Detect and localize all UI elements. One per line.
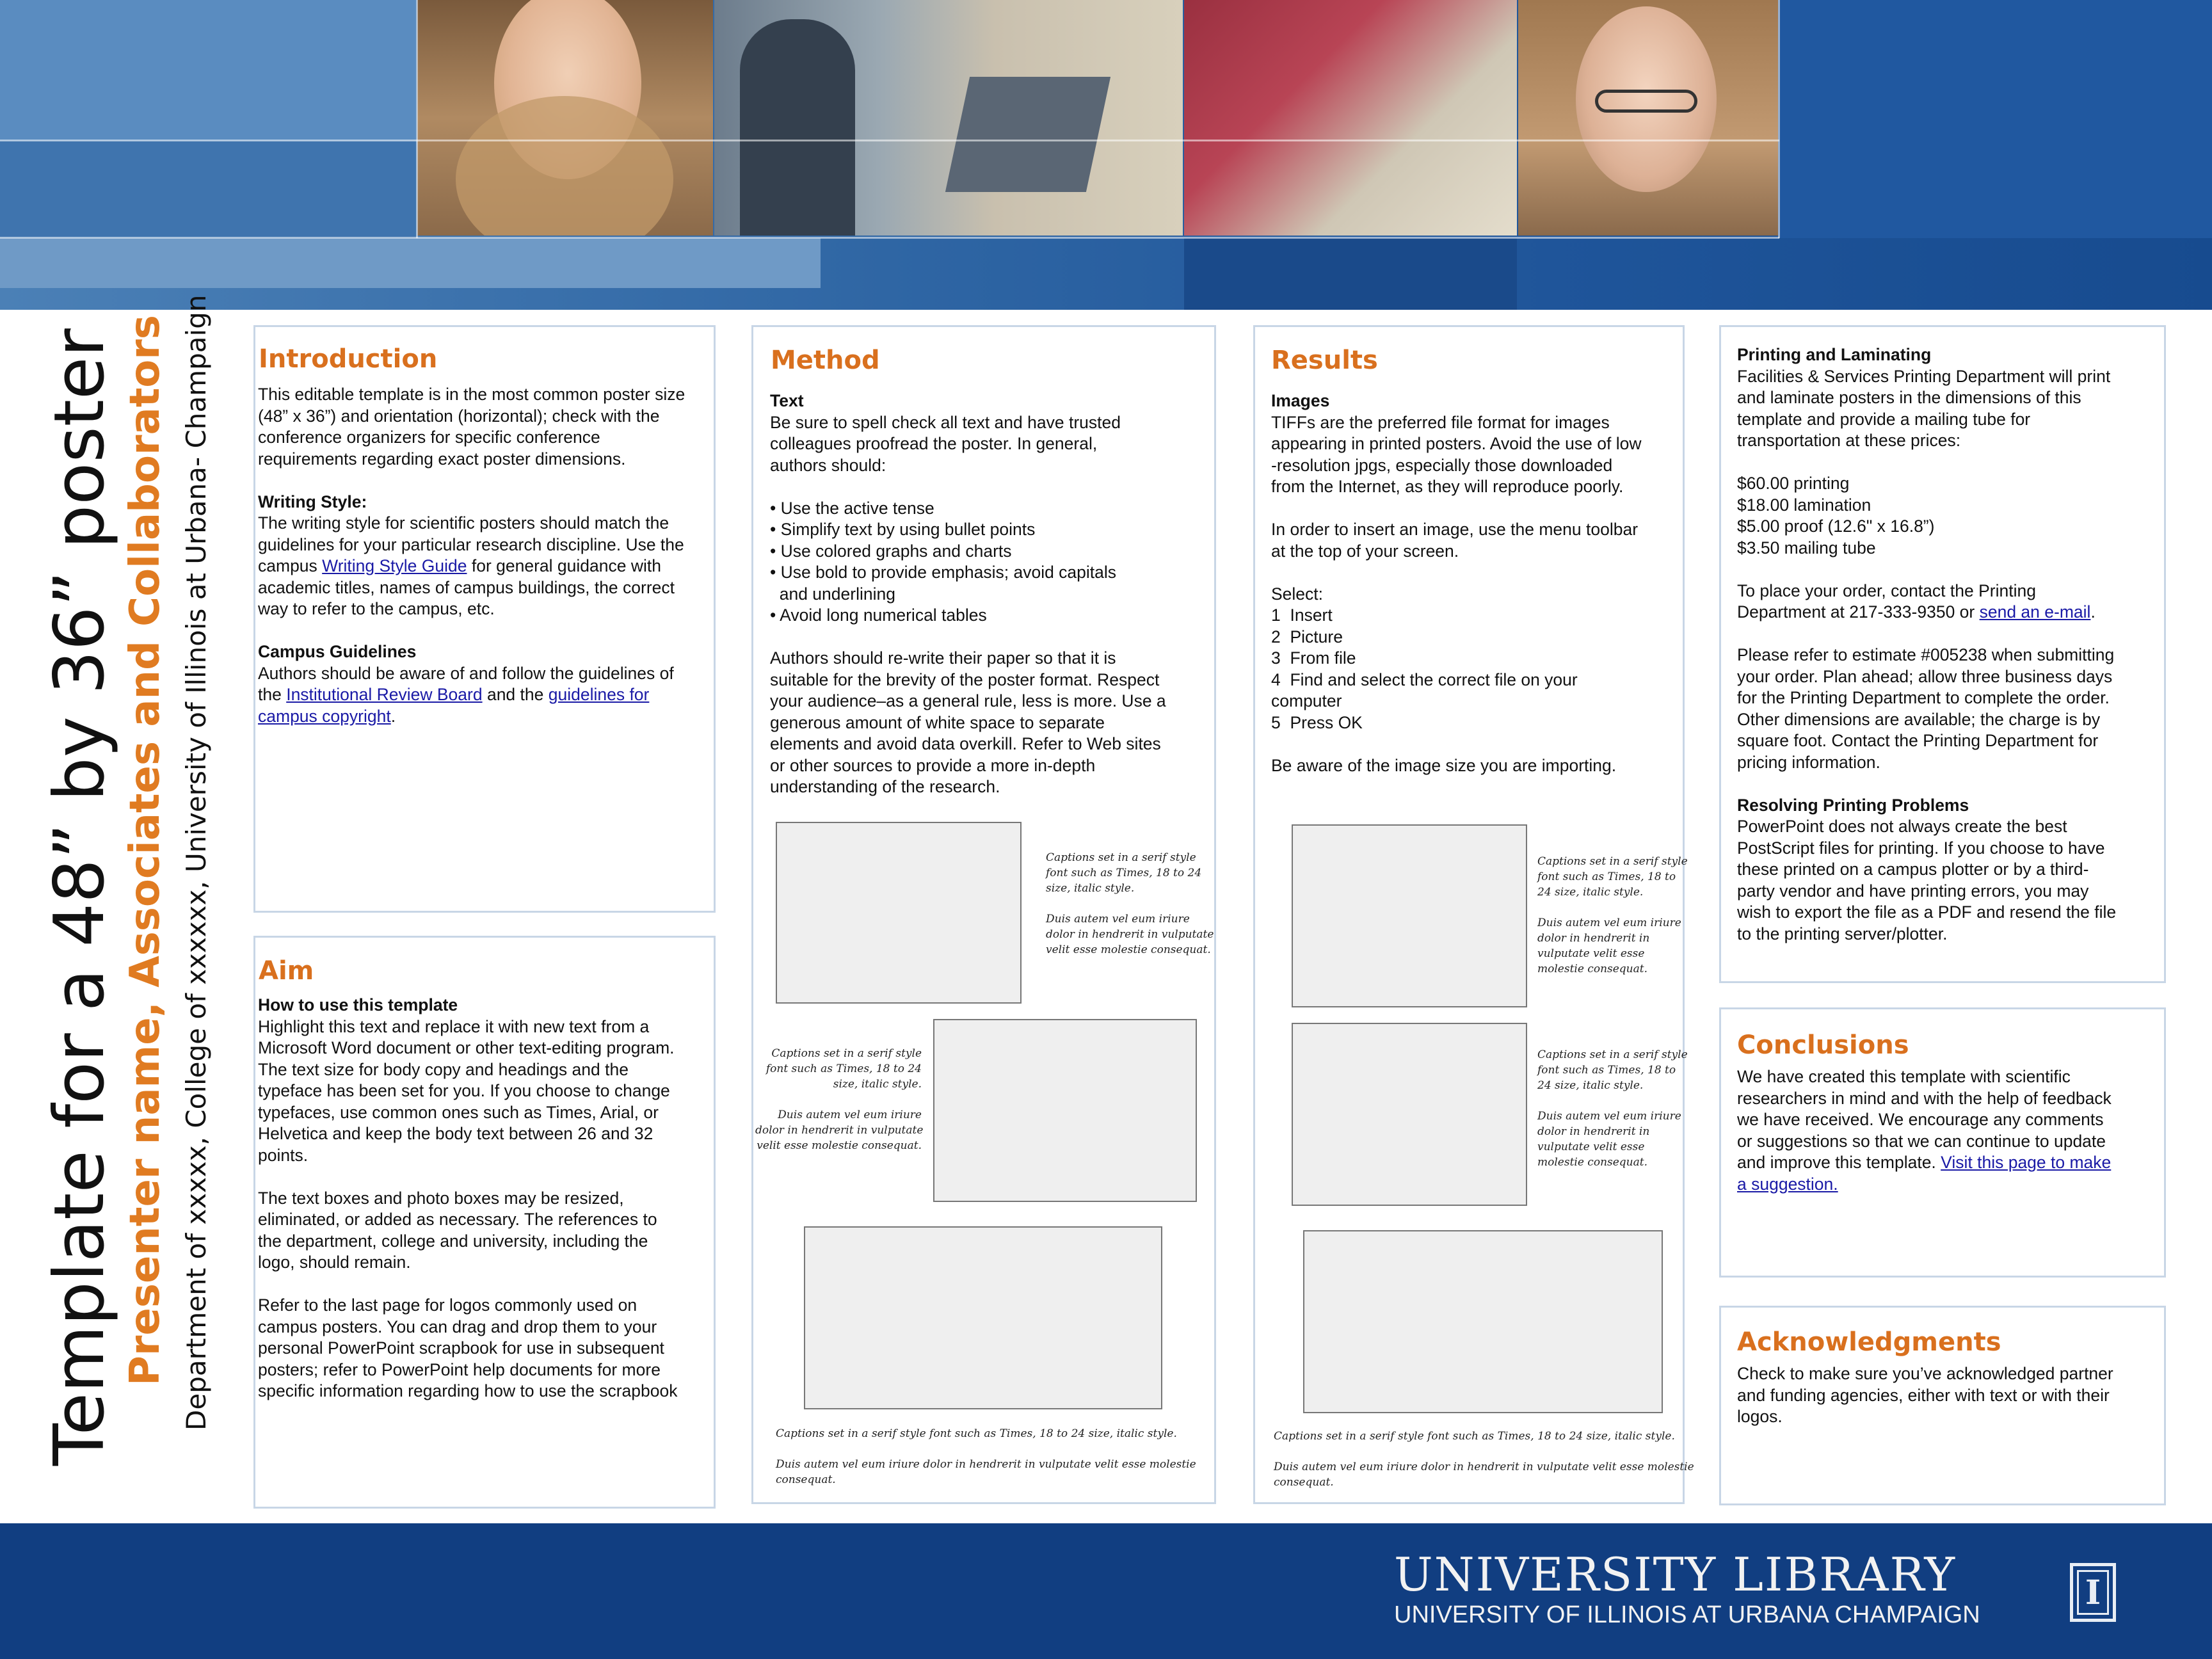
step-line: computer — [1271, 691, 1342, 710]
bullet-item: • Use colored graphs and charts — [770, 541, 1012, 561]
text-line: or other sources to provide a more in-depth — [770, 755, 1096, 775]
printing-problems-heading: Resolving Printing Problems — [1737, 795, 1969, 815]
text-line: party vendor and have printing errors, you may — [1737, 881, 2089, 901]
text-line: Be aware of the image size you are importing. — [1271, 755, 1617, 775]
text-line: way to refer to the campus, etc. — [258, 599, 495, 618]
students-photo — [714, 0, 1183, 236]
text-line: Authors should be aware of and follow the guidelines of — [258, 663, 674, 683]
logo-letter: I — [2077, 1570, 2109, 1615]
text-fragment: and improve this template. — [1737, 1153, 1941, 1172]
caption-line: molestie consequat. — [1537, 963, 1648, 975]
bullet-item: • Simplify text by using bullet points — [770, 520, 1036, 539]
text-line: Facilities & Services Printing Department will print — [1737, 366, 2111, 386]
text-line: Microsoft Word document or other text-editing program. — [258, 1038, 675, 1057]
caption-line: vulputate velit esse — [1537, 1141, 1645, 1153]
caption-text — [1046, 850, 1214, 958]
footer-subtitle: UNIVERSITY OF ILLINOIS AT URBANA CHAMPAIGN — [1394, 1601, 1980, 1628]
aim-title: Aim — [259, 956, 314, 986]
text-line: guidelines for your particular research discipline. Use the — [258, 534, 684, 554]
text-line: your audience–as a general rule, less is more. Use a — [770, 691, 1166, 710]
text-line: to the printing server/plotter. — [1737, 924, 1948, 943]
text-line: personal PowerPoint scrapbook for use in subsequent — [258, 1338, 664, 1358]
text-line: or suggestions so that we can continue to update — [1737, 1131, 2106, 1151]
text-line: logos. — [1737, 1407, 1783, 1426]
caption-line: size, italic style. — [1046, 882, 1135, 895]
text-line: Be sure to spell check all text and have trusted — [770, 412, 1121, 432]
photo-placeholder[interactable] — [1303, 1230, 1663, 1413]
bullet-item: • Use the active tense — [770, 498, 934, 518]
text-line: these printed on a campus plotter or by a third- — [1737, 860, 2089, 879]
text-line: wish to export the file as a PDF and resend the file — [1737, 902, 2117, 922]
introduction-body — [258, 384, 685, 727]
text-line: template and provide a mailing tube for — [1737, 409, 2031, 429]
caption-line: dolor in hendrerit in vulputate — [755, 1124, 924, 1137]
text-line: and laminate posters in the dimensions of this — [1737, 388, 2081, 407]
caption-line: consequat. — [776, 1473, 836, 1486]
caption-line: dolor in hendrerit in — [1537, 1125, 1650, 1138]
photo-placeholder[interactable] — [804, 1226, 1162, 1409]
keyboard-photo — [1184, 0, 1517, 236]
caption-line: molestie consequat. — [1537, 1156, 1648, 1169]
price-line: $18.00 lamination — [1737, 495, 1871, 515]
poster-title: Template for a 48” by 36” poster — [40, 328, 120, 1466]
text-line: colleagues proofread the poster. In general, — [770, 434, 1098, 453]
portrait-photo-left — [417, 0, 713, 236]
conclusions-title: Conclusions — [1737, 1030, 1909, 1060]
text-line: square foot. Contact the Printing Department for — [1737, 731, 2099, 750]
caption-line: font such as Times, 18 to 24 — [765, 1062, 922, 1075]
text-line: posters; refer to PowerPoint help documents for more — [258, 1359, 661, 1379]
text-line — [258, 556, 685, 577]
illinois-logo-icon — [2070, 1563, 2116, 1622]
caption-line: Captions set in a serif style — [1537, 1048, 1688, 1061]
text-fragment: the — [258, 685, 287, 704]
header-banner — [0, 0, 2212, 310]
header-line-v2 — [1778, 0, 1780, 238]
caption-line: font such as Times, 18 to 24 — [1046, 867, 1202, 879]
text-line: at the top of your screen. — [1271, 541, 1459, 561]
header-line-2 — [0, 237, 1779, 239]
text-line: campus posters. You can drag and drop them to your — [258, 1317, 657, 1336]
text-line: we have received. We encourage any comments — [1737, 1110, 2104, 1129]
caption-line: Captions set in a serif style font such as Times, 18 to 24 size, italic style. — [776, 1427, 1177, 1440]
text-fragment: for general guidance with — [467, 556, 661, 575]
acknowledgments-title: Acknowledgments — [1737, 1327, 2001, 1357]
text-line: -resolution jpgs, especially those downloaded — [1271, 455, 1613, 475]
caption-line: Captions set in a serif style — [1537, 855, 1688, 868]
text-line: appearing in printed posters. Avoid the use of low — [1271, 434, 1642, 453]
caption-line: Captions set in a serif style — [771, 1047, 922, 1060]
text-line — [1737, 1152, 2112, 1174]
introduction-title: Introduction — [259, 344, 438, 374]
text-line: and funding agencies, either with text or with their — [1737, 1385, 2110, 1405]
text-line: TIFFs are the preferred file format for images — [1271, 412, 1610, 432]
step-line: 3 From file — [1271, 648, 1356, 668]
caption-text — [1274, 1429, 1694, 1490]
printing-heading: Printing and Laminating — [1737, 345, 1932, 364]
text-line: The writing style for scientific posters should match the — [258, 513, 669, 533]
caption-line: Duis autem vel eum iriure dolor in hendrerit in vulputate velit esse molestie — [1274, 1461, 1694, 1473]
caption-line: Duis autem vel eum iriure — [1537, 1110, 1681, 1123]
header-line-1 — [0, 140, 1779, 141]
text-line: typeface has been set for you. If you choose to change — [258, 1081, 670, 1100]
bullet-item: and underlining — [770, 584, 895, 604]
text-line: elements and avoid data overkill. Refer to Web sites — [770, 734, 1161, 753]
text-line: from the Internet, as they will reproduce poorly. — [1271, 477, 1624, 496]
text-line: points. — [258, 1145, 309, 1165]
images-heading: Images — [1271, 391, 1330, 410]
step-line: Select: — [1271, 584, 1324, 604]
aim-body — [258, 995, 678, 1402]
presenter-names: Presenter name, Associates and Collaborators — [122, 315, 169, 1386]
suggestion-link-cont[interactable]: a suggestion. — [1737, 1174, 1838, 1194]
bullet-item: • Use bold to provide emphasis; avoid capitals — [770, 563, 1117, 582]
step-line: 1 Insert — [1271, 605, 1333, 625]
text-line: suitable for the brevity of the poster format. Respect — [770, 669, 1160, 689]
text-line: authors should: — [770, 455, 886, 475]
text-line: logo, should remain. — [258, 1253, 411, 1272]
writing-style-guide-link[interactable]: Writing Style Guide — [322, 556, 467, 575]
method-title: Method — [771, 346, 880, 375]
photo-placeholder[interactable] — [1292, 824, 1527, 1007]
text-fragment: . — [390, 706, 396, 726]
caption-line: 24 size, italic style. — [1537, 886, 1644, 899]
text-line: researchers in mind and with the help of feedback — [1737, 1088, 2112, 1108]
text-line: typefaces, use common ones such as Times, Arial, or — [258, 1102, 659, 1122]
price-line: $60.00 printing — [1737, 474, 1850, 493]
text-line: Check to make sure you’ve acknowledged partner — [1737, 1364, 2113, 1383]
text-fragment: Department at 217-333-9350 or — [1737, 602, 1980, 621]
text-line: PowerPoint does not always create the best — [1737, 817, 2067, 836]
text-line: To place your order, contact the Printing — [1737, 581, 2036, 600]
text-line: Helvetica and keep the body text between 26 and 32 — [258, 1124, 653, 1143]
caption-text — [1537, 854, 1688, 977]
photo-placeholder[interactable] — [933, 1019, 1197, 1202]
text-line: specific information regarding how to use the scrapbook — [258, 1381, 678, 1400]
method-body — [770, 390, 1166, 798]
text-line: generous amount of white space to separate — [770, 712, 1105, 732]
caption-line: vulputate velit esse — [1537, 947, 1645, 960]
text-line: conference organizers for specific conference — [258, 428, 600, 447]
writing-style-heading: Writing Style: — [258, 492, 367, 511]
step-line: 5 Press OK — [1271, 712, 1363, 732]
text-fragment: and the — [482, 685, 549, 704]
text-fragment: . — [2090, 602, 2096, 621]
photo-placeholder[interactable] — [1292, 1023, 1527, 1206]
how-to-heading: How to use this template — [258, 995, 458, 1014]
step-line: 4 Find and select the correct file on your — [1271, 669, 1578, 689]
text-line: academic titles, names of campus buildings, the correct — [258, 577, 675, 597]
caption-line: font such as Times, 18 to — [1537, 1064, 1676, 1077]
department-line: Department of xxxxx, College of xxxxxx, University of Illinois at Urbana- Champaign — [180, 294, 212, 1431]
step-line: 2 Picture — [1271, 627, 1343, 646]
caption-line: 24 size, italic style. — [1537, 1079, 1644, 1092]
caption-line: consequat. — [1274, 1476, 1334, 1489]
text-line: your order. Plan ahead; allow three business days — [1737, 666, 2113, 686]
header-tile-right — [1779, 0, 2212, 238]
screen-shape — [945, 77, 1110, 192]
text-line: (48” x 36”) and orientation (horizontal); check with the — [258, 406, 660, 426]
bullet-item: • Avoid long numerical tables — [770, 605, 987, 625]
text-line: Authors should re-write their paper so that it is — [770, 648, 1116, 668]
text-line — [1737, 1174, 2112, 1196]
text-line: eliminated, or added as necessary. The references to — [258, 1210, 657, 1229]
printing-body — [1737, 344, 2116, 945]
caption-line: velit esse molestie consequat. — [1046, 943, 1211, 956]
caption-line: size, italic style. — [833, 1078, 922, 1091]
caption-line: Duis autem vel eum iriure dolor in hendrerit in vulputate velit esse molestie — [776, 1458, 1196, 1471]
campus-copyright-link[interactable]: campus copyright — [258, 706, 391, 726]
text-line: We have created this template with scientific — [1737, 1067, 2071, 1086]
footer-title: UNIVERSITY LIBRARY — [1394, 1548, 1956, 1601]
caption-text — [776, 1426, 1196, 1487]
text-line: PostScript files for printing. If you choose to have — [1737, 838, 2105, 858]
text-line: Other dimensions are available; the charge is by — [1737, 709, 2101, 729]
header-tile-mid — [0, 141, 416, 237]
copyright-guidelines-link[interactable]: guidelines for — [548, 685, 650, 704]
results-body — [1271, 390, 1641, 776]
header-tile-pale — [0, 238, 821, 288]
text-line: Highlight this text and replace it with new text from a — [258, 1016, 650, 1036]
caption-line: dolor in hendrerit in vulputate — [1046, 928, 1214, 941]
text-line: Refer to the last page for logos commonly used on — [258, 1295, 637, 1315]
glasses-shape — [1595, 90, 1697, 113]
header-tile-dark — [1184, 238, 1517, 310]
text-line: The text boxes and photo boxes may be resized, — [258, 1188, 624, 1208]
conclusions-body — [1737, 1066, 2112, 1195]
caption-line: Captions set in a serif style font such as Times, 18 to 24 size, italic style. — [1274, 1430, 1675, 1443]
portrait-hair — [456, 96, 673, 236]
text-line: requirements regarding exact poster dimensions. — [258, 449, 626, 469]
caption-text — [755, 1046, 922, 1153]
acknowledgments-body — [1737, 1363, 2113, 1428]
portrait-photo-right — [1518, 0, 1778, 236]
text-line: In order to insert an image, use the menu toolbar — [1271, 520, 1639, 539]
text-line: pricing information. — [1737, 752, 1880, 772]
text-line: understanding of the research. — [770, 777, 1000, 796]
price-line: $3.50 mailing tube — [1737, 538, 1876, 557]
student-figure — [740, 19, 855, 236]
caption-line: Duis autem vel eum iriure — [1537, 917, 1681, 929]
text-line — [258, 684, 685, 706]
header-line-v1 — [416, 0, 418, 238]
text-line — [258, 706, 685, 728]
send-email-link[interactable]: send an e-mail — [1979, 602, 2091, 621]
suggestion-link[interactable]: Visit this page to make — [1941, 1153, 2112, 1172]
results-title: Results — [1271, 346, 1378, 375]
caption-line: Duis autem vel eum iriure — [778, 1109, 922, 1121]
text-heading: Text — [770, 391, 804, 410]
caption-line: velit esse molestie consequat. — [757, 1139, 922, 1152]
text-line — [1737, 602, 2116, 623]
irb-link[interactable]: Institutional Review Board — [286, 685, 483, 704]
text-line: This editable template is in the most common poster size — [258, 385, 685, 404]
text-fragment: campus — [258, 556, 323, 575]
caption-line: Duis autem vel eum iriure — [1046, 913, 1190, 926]
campus-guidelines-heading: Campus Guidelines — [258, 642, 417, 661]
text-line: The text size for body copy and headings and the — [258, 1059, 629, 1079]
caption-line: font such as Times, 18 to — [1537, 870, 1676, 883]
text-line: for the Printing Department to complete the order. — [1737, 688, 2110, 707]
photo-placeholder[interactable] — [776, 822, 1022, 1004]
text-line: transportation at these prices: — [1737, 431, 1961, 450]
text-line: the department, college and university, including the — [258, 1231, 648, 1251]
price-line: $5.00 proof (12.6" x 16.8”) — [1737, 517, 1935, 536]
caption-line: Captions set in a serif style — [1046, 851, 1196, 864]
header-tile-light — [0, 0, 416, 141]
text-line: Please refer to estimate #005238 when submitting — [1737, 645, 2115, 664]
caption-text — [1537, 1047, 1688, 1170]
caption-line: dolor in hendrerit in — [1537, 932, 1650, 945]
